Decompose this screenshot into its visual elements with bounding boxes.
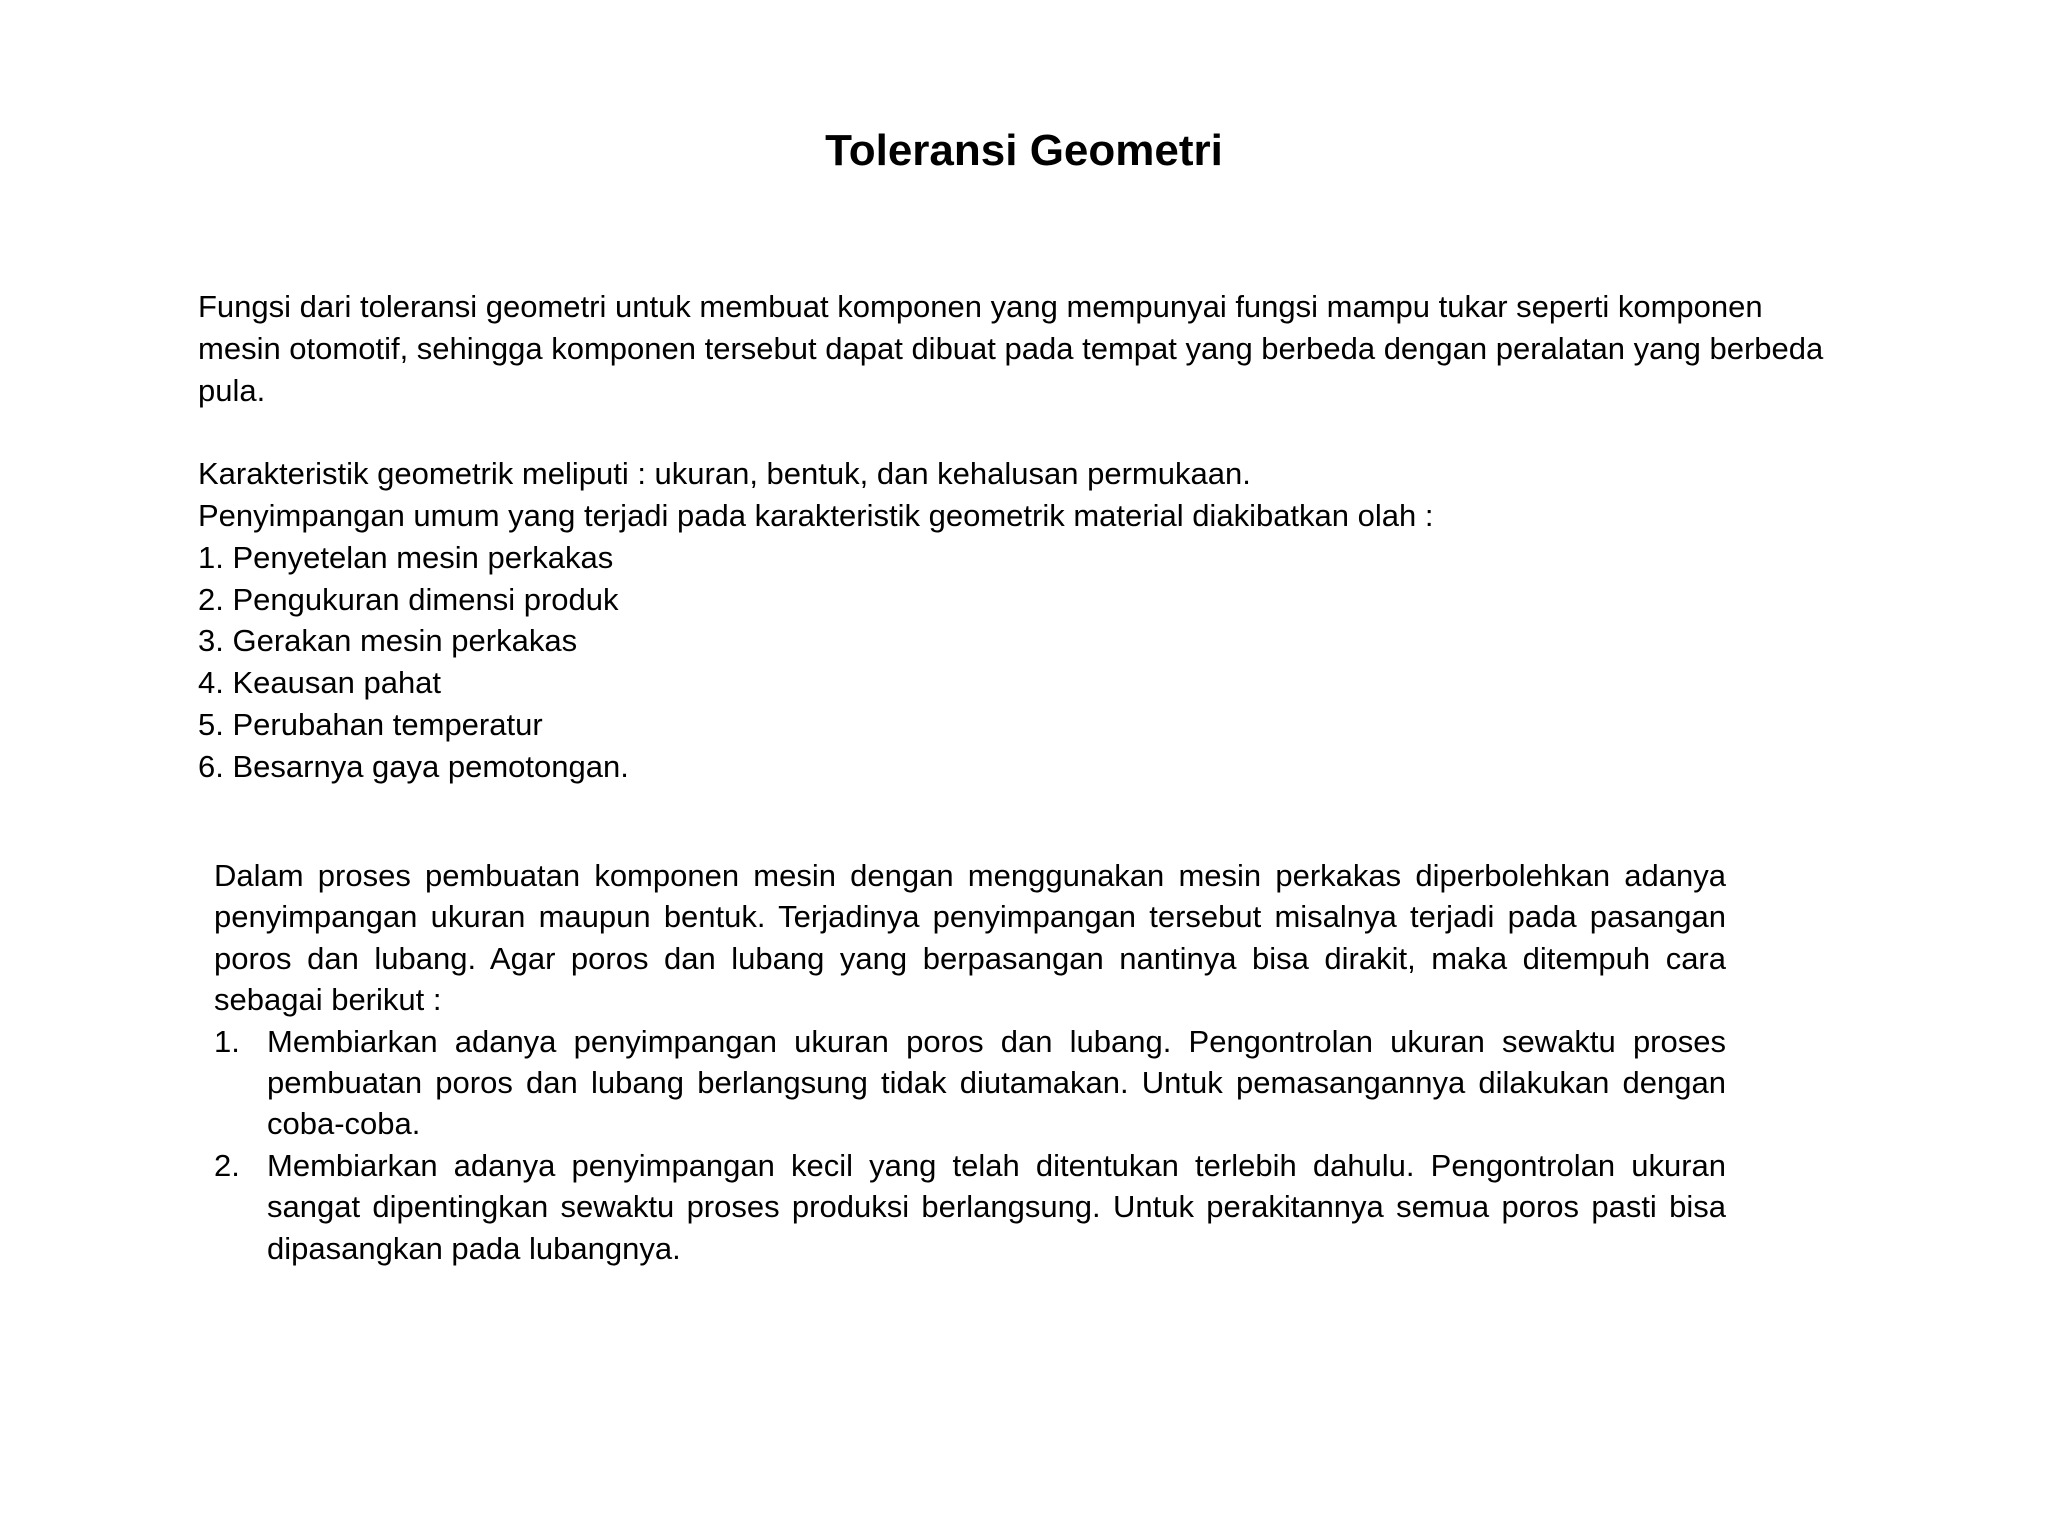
introduction-section: [198, 286, 1838, 788]
method-text: Membiarkan adanya penyimpangan ukuran poros dan lubang. Pengontrolan ukuran sewaktu proses pembuatan poros dan lubang berlangsung tidak diutamakan. Untuk pemasangannya dilakukan dengan coba-coba.: [267, 1023, 1726, 1142]
cause-item: 2. Pengukuran dimensi produk: [198, 581, 619, 617]
page-title: Toleransi Geometri: [825, 126, 1223, 175]
cause-item: 4. Keausan pahat: [198, 665, 442, 701]
cause-item: 1. Penyetelan mesin perkakas: [198, 539, 614, 575]
process-intro-paragraph: Dalam proses pembuatan komponen mesin dengan menggunakan mesin perkakas diperbolehkan adanya penyimpangan ukuran maupun bentuk. Terjadinya penyimpangan tersebut misalnya terjadi pada pasangan poros dan lubang. Agar poros dan lubang yang berpasangan nantinya bisa dirakit, maka ditempuh cara sebagai berikut :: [214, 858, 1726, 1018]
cause-item: 5. Perubahan temperatur: [198, 706, 543, 742]
method-text: Membiarkan adanya penyimpangan kecil yang telah ditentukan terlebih dahulu. Pengontrolan ukuran sangat dipentingkan sewaktu proses produksi berlangsung. Untuk perakitannya semua poros pasti bisa dipasangkan pada lubangnya.: [267, 1147, 1726, 1266]
method-number: 2.: [214, 1147, 240, 1183]
methods-list: [214, 1021, 1726, 1269]
method-item: [214, 1021, 1726, 1145]
characteristics-line: Karakteristik geometrik meliputi : ukuran, bentuk, dan kehalusan permukaan.: [198, 456, 1251, 492]
process-section: [214, 855, 1726, 1269]
method-number: 1.: [214, 1023, 240, 1059]
method-item: [214, 1145, 1726, 1269]
paragraph-spacer: [198, 411, 1838, 453]
deviation-intro-line: Penyimpangan umum yang terjadi pada karakteristik geometrik material diakibatkan olah :: [198, 497, 1434, 533]
cause-item: 3. Gerakan mesin perkakas: [198, 623, 578, 659]
cause-item: 6. Besarnya gaya pemotongan.: [198, 748, 629, 784]
intro-paragraph: Fungsi dari toleransi geometri untuk membuat komponen yang mempunyai fungsi mampu tukar seperti komponen mesin otomotif, sehingga komponen tersebut dapat dibuat pada tempat yang berbeda dengan peralatan yang berbeda pula.: [198, 289, 1824, 408]
